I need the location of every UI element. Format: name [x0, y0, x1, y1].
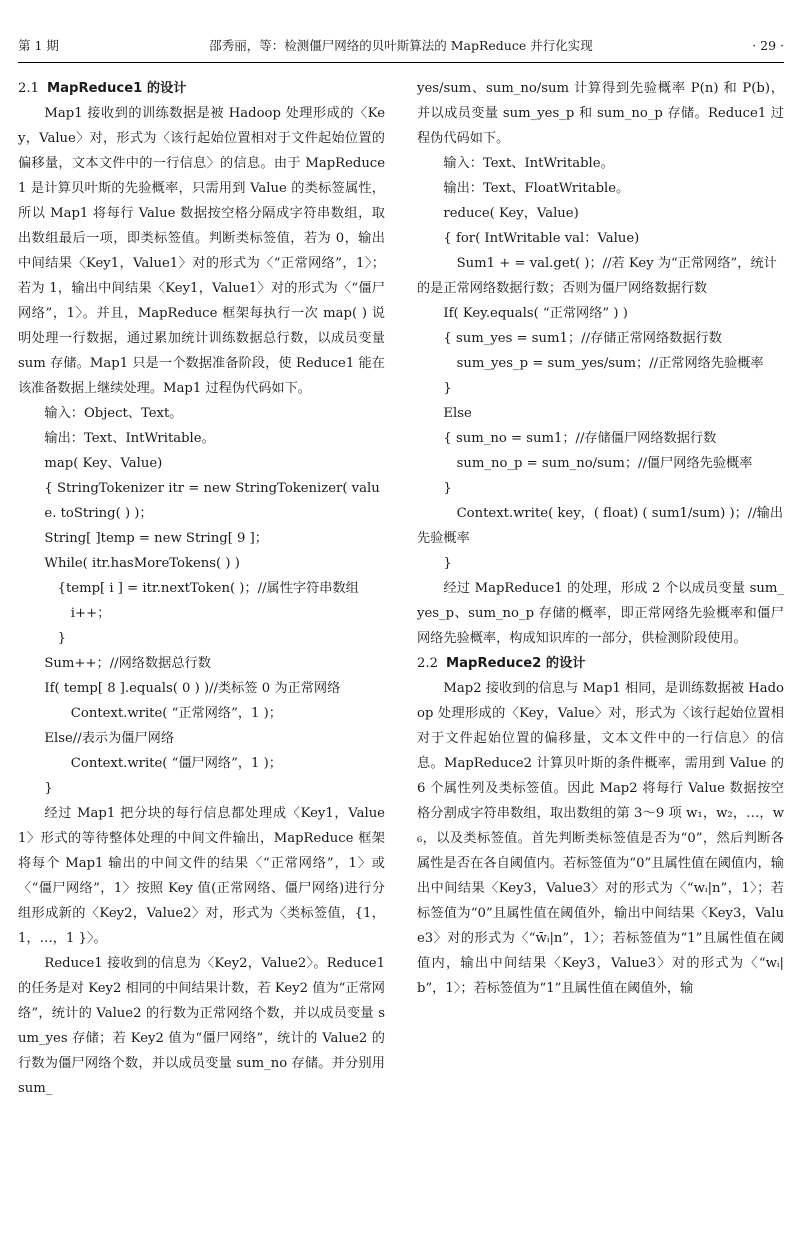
- section-number: 2.2: [417, 656, 438, 671]
- body-paragraph: Reduce1 接收到的信息为〈Key2，Value2〉。Reduce1 的任务是对 Key2 相同的中间结果计数，若 Key2 值为“正常网络”，统计的 Value2 的行数为正常网络个数，并以成员变量 sum_yes 存储；若 Key2 值为“僵尸网络”，统计的 Value2 的行数为僵尸网络个数，并以成员变量 sum_no 存储。并分别用 sum_: [18, 956, 385, 1096]
- pseudocode-line: { StringTokenizer itr = new StringTokenizer( value. toString( ) )；: [44, 481, 380, 521]
- pseudocode-line: }: [443, 481, 452, 496]
- body-paragraph: Map1 接收到的训练数据是被 Hadoop 处理形成的〈Key，Value〉对，形式为〈该行起始位置相对于文件起始位置的偏移量，文本文件中的一行信息〉的信息。由于 MapReduce1 是计算贝叶斯的先验概率，只需用到 Value 的类标签属性，所以 Map1 将每行 Value 数据按空格分隔成字符串数组，取出数组最后一项，即类标签值。判断类标签值，若为 0，输出中间结果〈Key1，Value1〉对的形式为〈“正常网络”，1〉；若为 1，输出中间结果〈Key1，Value1〉对的形式为〈“僵尸网络”，1〉。并且，MapReduce 框架每执行一次 map( ) 说明处理一行数据，通过累加统计训练数据总行数，以成员变量 sum 存储。Map1 只是一个数据准备阶段，使 Reduce1 能在该准备数据上继续处理。Map1 过程伪代码如下。: [18, 106, 385, 396]
- running-header: [18, 34, 784, 58]
- pseudocode-line: If( Key.equals( “正常网络” ) ): [443, 306, 628, 321]
- pseudocode-line: 输出：Text、IntWritable。: [44, 431, 215, 446]
- issue-number: 第 1 期: [18, 38, 59, 53]
- pseudocode-line: 输入：Text、IntWritable。: [443, 156, 614, 171]
- pseudocode-line: Else//表示为僵尸网络: [44, 731, 175, 746]
- pseudocode-line: String[ ]temp = new String[ 9 ]；: [44, 531, 268, 546]
- pseudocode-line: 输入：Object、Text。: [44, 406, 183, 421]
- pseudocode-line: { sum_no = sum1；//存储僵尸网络数据行数: [443, 431, 717, 446]
- pseudocode-line: Context.write( key，( float) ( sum1/sum) )；//输出先验概率: [417, 506, 784, 546]
- pseudocode-line: sum_yes_p = sum_yes/sum；//正常网络先验概率: [456, 356, 764, 371]
- running-title: 邵秀丽，等：检测僵尸网络的贝叶斯算法的 MapReduce 并行化实现: [209, 38, 593, 53]
- section-number: 2.1: [18, 81, 39, 96]
- pseudocode-line: If( temp[ 8 ].equals( 0 ) )//类标签 0 为正常网络: [44, 681, 341, 696]
- pseudocode-line: map( Key、Value): [44, 456, 163, 471]
- pseudocode-line: Context.write( “僵尸网络”，1 )；: [70, 756, 282, 771]
- section-title: MapReduce1 的设计: [46, 81, 187, 96]
- body-paragraph: 经过 Map1 把分块的每行信息都处理成〈Key1，Value1〉形式的等待整体处理的中间文件输出，MapReduce 框架将每个 Map1 输出的中间文件的结果〈“正常网络”，1〉或〈“僵尸网络”，1〉按照 Key 值(正常网络、僵尸网络)进行分组形成新的〈Key2，Value2〉对，形式为〈类标签值，{1，1，…，1 }〉。: [18, 806, 385, 946]
- header-rule: [18, 62, 784, 63]
- pseudocode-line: { for( IntWritable val：Value): [443, 231, 640, 246]
- pseudocode-line: Context.write( “正常网络”，1 )；: [70, 706, 282, 721]
- pseudocode-line: Sum1 + = val.get( )；//若 Key 为“正常网络”，统计的是正常网络数据行数；否则为僵尸网络数据行数: [417, 256, 777, 296]
- pseudocode-line: Else: [443, 406, 472, 421]
- pseudocode-line: }: [443, 381, 452, 396]
- pseudocode-line: sum_no_p = sum_no/sum；//僵尸网络先验概率: [456, 456, 753, 471]
- pseudocode-line: }: [57, 631, 66, 646]
- pseudocode-line: }: [443, 556, 452, 571]
- page-number: · 29 ·: [752, 38, 784, 53]
- pseudocode-line: i++；: [70, 606, 111, 621]
- pseudocode-line: {temp[ i ] = itr.nextToken( )；//属性字符串数组: [57, 581, 359, 596]
- section-title: MapReduce2 的设计: [445, 656, 586, 671]
- pseudocode-line: While( itr.hasMoreTokens( ) ): [44, 556, 240, 571]
- pseudocode-line: reduce( Key，Value): [443, 206, 579, 221]
- pseudocode-line: Sum++；//网络数据总行数: [44, 656, 211, 671]
- section-heading: [18, 76, 385, 101]
- right-column: [417, 76, 784, 1001]
- section-heading: [417, 651, 784, 676]
- pseudocode-line: }: [44, 781, 53, 796]
- body-paragraph: Map2 接收到的信息与 Map1 相同，是训练数据被 Hadoop 处理形成的〈Key，Value〉对，形式为〈该行起始位置相对于文件起始位置的偏移量，文本文件中的一行信息〉的信息。MapReduce2 计算贝叶斯的条件概率，需用到 Value 的 6 个属性列及类标签值。因此 Map2 将每行 Value 数据按空格分割成字符串数组，取出数组的第 3～9 项 w₁，w₂，…，w₆，以及类标签值。首先判断类标签值是否为“0”，然后判断各属性是否在各自阈值内。若标签值为“0”且属性值在阈值内，输出中间结果〈Key3，Value3〉对的形式为〈“wᵢ|n”，1〉；若标签值为“0”且属性值在阈值外，输出中间结果〈Key3，Value3〉对的形式为〈“w̄ᵢ|n”，1〉；若标签值为“1”且属性值在阈值内，输出中间结果〈Key3，Value3〉对的形式为〈“wᵢ|b”，1〉；若标签值为“1”且属性值在阈值外，输: [417, 681, 784, 996]
- pseudocode-line: 输出：Text、FloatWritable。: [443, 181, 630, 196]
- body-paragraph: 经过 MapReduce1 的处理，形成 2 个以成员变量 sum_yes_p、sum_no_p 存储的概率，即正常网络先验概率和僵尸网络先验概率，构成知识库的一部分，供检测阶段使用。: [417, 581, 784, 646]
- body-paragraph: yes/sum、sum_no/sum 计算得到先验概率 P(n) 和 P(b)，并以成员变量 sum_yes_p 和 sum_no_p 存储。Reduce1 过程伪代码如下。: [417, 81, 784, 146]
- pseudocode-line: { sum_yes = sum1；//存储正常网络数据行数: [443, 331, 722, 346]
- left-column: [18, 76, 385, 1101]
